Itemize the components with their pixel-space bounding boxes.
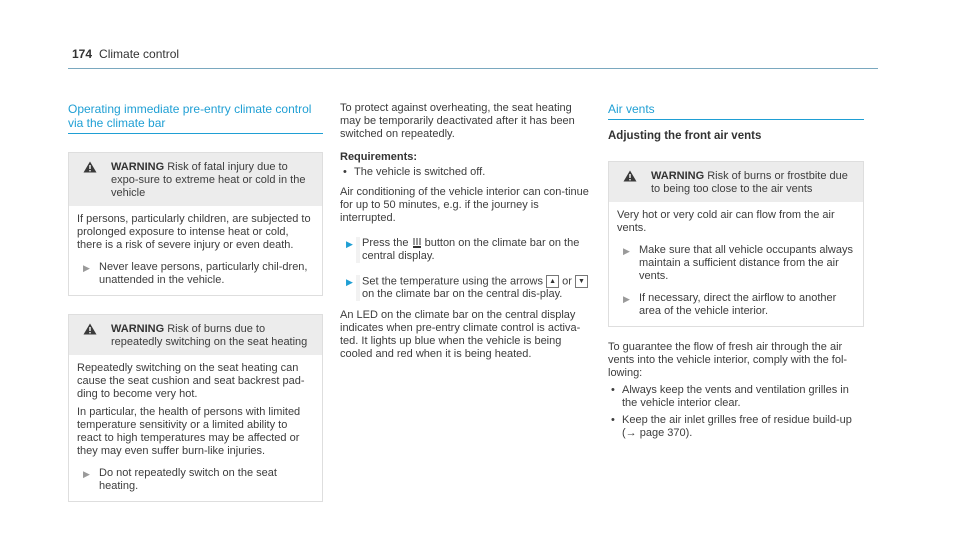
warning-header (609, 162, 863, 202)
paragraph: An LED on the climate bar on the central display indicates when pre-entry climate control is activa-ted. It lights up blue when the vehicle is being cooled and red when it is being heated. (340, 309, 581, 361)
list-text: Always keep the vents and ventilation grilles in the vehicle interior clear. (622, 384, 849, 409)
preentry-climate-icon (412, 237, 422, 249)
section-heading-air-vents: Air vents (608, 102, 864, 120)
list-text: Keep the air inlet grilles free of residue build-up (→ page 370). (622, 414, 852, 439)
arrow-right-icon: ▶ (346, 277, 353, 287)
section-title: Climate control (99, 47, 180, 61)
step-text: Set the temperature using the arrows (362, 275, 543, 288)
step-text: If necessary, direct the airflow to another area of the vehicle interior. (639, 292, 837, 317)
step-text: Make sure that all vehicle occupants always maintain a sufficient distance from the air vents. (639, 244, 853, 282)
bullet-icon: • (611, 384, 615, 396)
section-heading-preentry: Operating immediate pre-entry climate control via the climate bar (68, 102, 323, 134)
warning-text: Risk of burns or frostbite due to being too close to the air vents (651, 170, 848, 195)
list-item (608, 384, 864, 410)
warning-triangle-icon (83, 161, 97, 173)
column-1 (68, 102, 323, 502)
paragraph: To guarantee the flow of fresh air through the air vents into the vehicle interior, comply with the fol-lowing: (608, 341, 848, 379)
arrow-down-key-icon: ▼ (575, 275, 588, 288)
instruction-step (77, 261, 314, 287)
instruction-step (340, 275, 595, 301)
arrow-right-icon: ▶ (83, 263, 90, 273)
paragraph: Air conditioning of the vehicle interior can con-tinue for up to 50 minutes, e.g. if the journey is interrupted. (340, 186, 589, 224)
header-divider (68, 68, 878, 69)
step-text: Do not repeatedly switch on the seat heating. (99, 467, 277, 492)
instruction-step (340, 237, 595, 263)
warning-label: WARNING (651, 170, 705, 182)
instruction-step (617, 244, 855, 283)
warning-text: Risk of burns due to repeatedly switching on the seat heating (111, 323, 308, 348)
column-2 (340, 102, 595, 361)
warning-box-air-vents (608, 161, 864, 327)
step-text: button on the climate bar on the central display. (362, 237, 580, 262)
warning-triangle-icon (623, 170, 637, 182)
arrow-right-icon: ▶ (346, 239, 353, 249)
step-text: Press the (362, 237, 409, 249)
instruction-step (617, 292, 855, 318)
warning-label: WARNING (111, 323, 165, 335)
step-text: or (562, 275, 572, 288)
requirements-label: Requirements: (340, 151, 418, 163)
warning-body: In particular, the health of persons with limited temperature sensitivity or a limited ability to react to high temperatures may be affected or they may even suffer burn-like injuries. (77, 406, 301, 457)
arrow-right-icon: ▶ (623, 246, 630, 256)
page-number: 174 (72, 47, 93, 61)
page-header (72, 48, 179, 62)
arrow-right-icon: ▶ (623, 294, 630, 304)
warning-triangle-icon (83, 323, 97, 335)
warning-header (69, 315, 322, 355)
column-3 (608, 102, 864, 440)
warning-text: Risk of fatal injury due to expo-sure to extreme heat or cold in the vehicle (111, 161, 306, 199)
intro-paragraph: To protect against overheating, the seat heating may be temporarily deactivated after it has been switched on repeatedly. (340, 102, 575, 140)
warning-body: If persons, particularly children, are subjected to prolonged exposure to intense heat or cold, there is a risk of severe injury or even death. (77, 213, 311, 251)
bullet-icon: • (611, 414, 615, 426)
step-text: Never leave persons, particularly chil-dren, unattended in the vehicle. (99, 261, 308, 286)
arrow-right-icon: ▶ (83, 469, 90, 479)
requirement-item (340, 166, 595, 179)
instruction-step (77, 467, 314, 493)
bullet-icon: • (343, 166, 347, 178)
warning-label: WARNING (111, 161, 165, 173)
subheading-front-vents: Adjusting the front air vents (608, 130, 762, 142)
warning-box-temperature (68, 152, 323, 296)
list-item (608, 414, 864, 440)
requirement-text: The vehicle is switched off. (354, 166, 486, 178)
warning-box-seat-heating (68, 314, 323, 502)
arrow-up-key-icon: ▲ (546, 275, 559, 288)
step-text: on the climate bar on the central dis-play. (362, 288, 563, 301)
warning-body: Very hot or very cold air can flow from the air vents. (617, 209, 835, 234)
warning-header (69, 153, 322, 206)
warning-body: Repeatedly switching on the seat heating can cause the seat cushion and seat backrest pad-ding to become very hot. (77, 362, 305, 400)
